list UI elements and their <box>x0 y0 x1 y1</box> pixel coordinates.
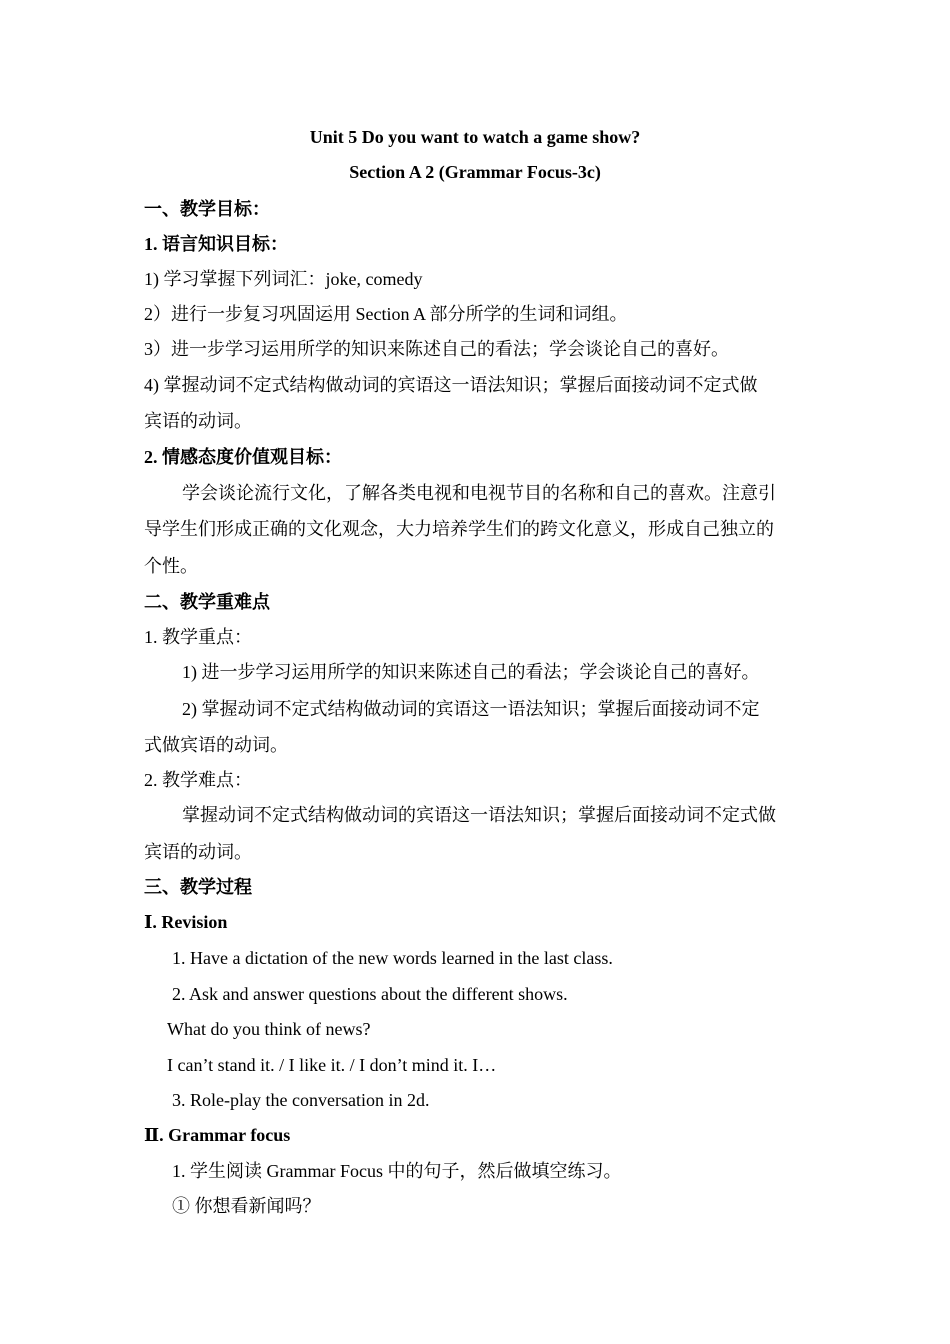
paragraph-line: 学会谈论流行文化，了解各类电视和电视节目的名称和自己的喜欢。注意引 <box>182 483 776 503</box>
subheading-language-goals: 1. 语言知识目标： <box>144 234 288 254</box>
list-item: 1. 学生阅读 Grammar Focus 中的句子，然后做填空练习。 <box>172 1161 622 1181</box>
paragraph-line: 1) 进一步学习运用所学的知识来陈述自己的看法；学会谈论自己的喜好。 <box>182 662 760 682</box>
subheading-grammar-focus: Ⅱ. Grammar focus <box>144 1125 291 1145</box>
section-heading-objectives: 一、教学目标： <box>144 199 270 219</box>
subheading-difficult-points: 2. 教学难点： <box>144 770 252 790</box>
paragraph-line: 3）进一步学习运用所学的知识来陈述自己的看法；学会谈论自己的喜好。 <box>144 339 729 359</box>
document-subtitle: Section A 2 (Grammar Focus-3c) <box>349 162 601 182</box>
paragraph-line: 个性。 <box>144 556 198 576</box>
paragraph-line: 式做宾语的动词。 <box>144 735 288 755</box>
paragraph-line: 掌握动词不定式结构做动词的宾语这一语法知识；掌握后面接动词不定式做 <box>182 805 776 825</box>
paragraph-line: 2) 掌握动词不定式结构做动词的宾语这一语法知识；掌握后面接动词不定 <box>182 699 760 719</box>
subheading-key-points: 1. 教学重点： <box>144 627 252 647</box>
subheading-revision: Ⅰ. Revision <box>144 912 228 932</box>
document-title: Unit 5 Do you want to watch a game show? <box>309 127 641 147</box>
dialogue-line: I can’t stand it. / I like it. / I don’t mind it. I… <box>167 1055 497 1075</box>
section-heading-key-points: 二、教学重难点 <box>144 592 270 612</box>
dialogue-line: What do you think of news? <box>167 1019 371 1039</box>
list-item: 1. Have a dictation of the new words learned in the last class. <box>172 948 613 968</box>
paragraph-line: 宾语的动词。 <box>144 842 252 862</box>
paragraph-line: 宾语的动词。 <box>144 411 252 431</box>
list-item: 3. Role-play the conversation in 2d. <box>172 1090 430 1110</box>
subheading-attitude-goals: 2. 情感态度价值观目标： <box>144 447 342 467</box>
list-item: ① 你想看新闻吗？ <box>172 1196 321 1216</box>
paragraph-line: 4) 掌握动词不定式结构做动词的宾语这一语法知识；掌握后面接动词不定式做 <box>144 375 758 395</box>
section-heading-process: 三、教学过程 <box>144 877 252 897</box>
paragraph-line: 1) 学习掌握下列词汇：joke, comedy <box>144 269 423 289</box>
paragraph-line: 导学生们形成正确的文化观念，大力培养学生们的跨文化意义，形成自己独立的 <box>144 519 774 539</box>
list-item: 2. Ask and answer questions about the different shows. <box>172 984 568 1004</box>
paragraph-line: 2）进行一步复习巩固运用 Section A 部分所学的生词和词组。 <box>144 304 628 324</box>
